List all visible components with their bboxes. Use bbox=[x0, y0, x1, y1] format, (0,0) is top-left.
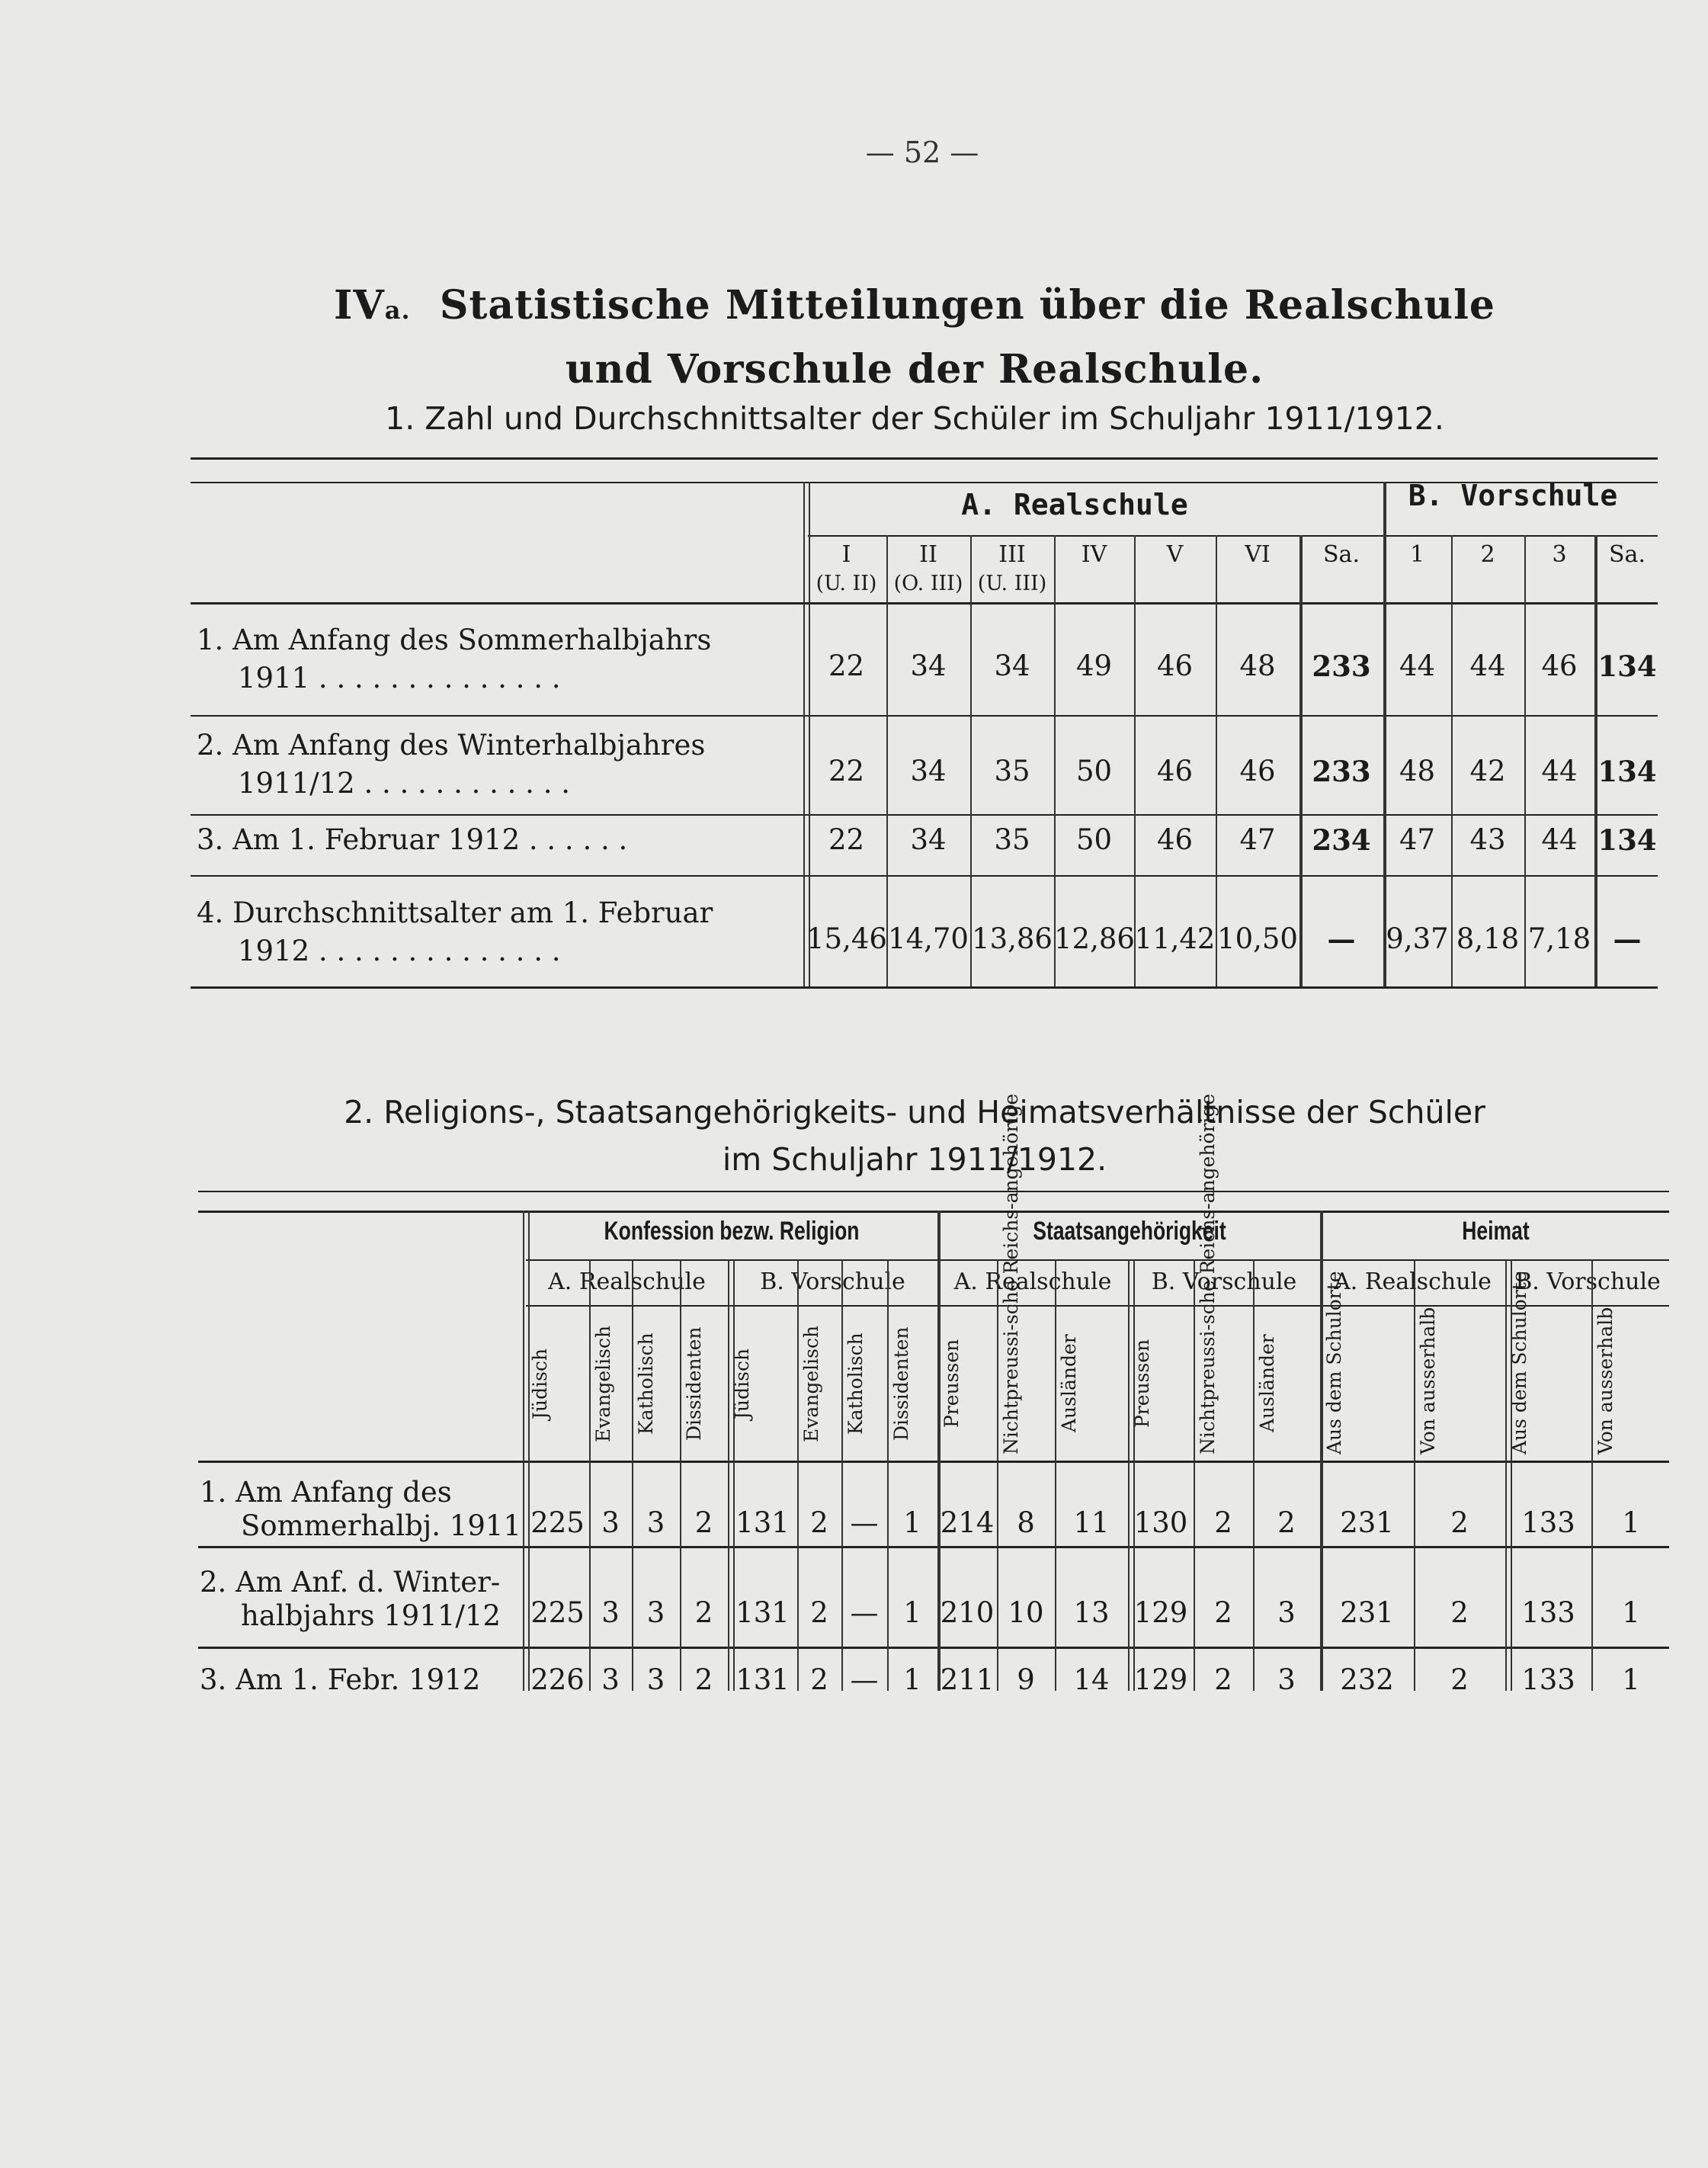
table-cell: 44 bbox=[1469, 649, 1506, 682]
row-label-cont: halbjahrs 1911/12 bbox=[241, 1599, 501, 1632]
table-cell: 13,86 bbox=[972, 922, 1053, 955]
table-cell: 3 bbox=[1277, 1596, 1296, 1629]
table-cell: 34 bbox=[994, 649, 1030, 682]
col-header-12: Preussen bbox=[1131, 1339, 1153, 1429]
table-cell: 2 bbox=[694, 1506, 713, 1539]
section2-heading-line1: 2. Religions-, Staatsangehörigkeits- und Heimatsverhältnisse der Schüler bbox=[344, 1094, 1485, 1131]
table-cell: 13 bbox=[1073, 1596, 1110, 1629]
table-cell: 1 bbox=[903, 1663, 921, 1696]
col-header-14: Ausländer bbox=[1256, 1334, 1278, 1433]
table-cell: 10,50 bbox=[1217, 922, 1298, 955]
table-cell: 47 bbox=[1239, 823, 1276, 856]
col-header-b-3: 3 bbox=[1552, 541, 1567, 568]
table-cell: 22 bbox=[828, 649, 865, 682]
col-sub-a-3: (U. III) bbox=[977, 572, 1047, 595]
table-cell: 2 bbox=[810, 1663, 828, 1696]
section2-heading-line2: im Schuljahr 1911/1912. bbox=[722, 1141, 1107, 1178]
row-label: 1. Am Anfang des Sommerhalbjahrs bbox=[197, 624, 712, 656]
group-heimat-header: Heimat bbox=[1462, 1217, 1530, 1246]
table-cell: 11 bbox=[1073, 1506, 1110, 1539]
col-header-a-2: II bbox=[919, 541, 937, 568]
table-cell: 44 bbox=[1541, 755, 1578, 787]
table-cell: 2 bbox=[694, 1596, 713, 1629]
table-cell: 22 bbox=[828, 755, 865, 787]
table-cell: 133 bbox=[1521, 1596, 1575, 1629]
col-header-9: Preussen bbox=[941, 1339, 963, 1429]
col-header-b-2: 2 bbox=[1480, 541, 1495, 568]
divider bbox=[803, 482, 810, 986]
section1-heading: 1. Zahl und Durchschnittsalter der Schüler im Schuljahr 1911/1912. bbox=[385, 400, 1444, 437]
subgroup-header-4: B. Vorschule bbox=[1151, 1268, 1297, 1295]
table-cell: 48 bbox=[1399, 755, 1436, 787]
table-cell: 49 bbox=[1075, 649, 1113, 682]
table-cell: 46 bbox=[1156, 649, 1194, 682]
table-cell: 3 bbox=[601, 1663, 620, 1696]
table-cell: 129 bbox=[1133, 1596, 1188, 1629]
col-header-8: Dissidenten bbox=[890, 1326, 912, 1441]
table-cell: 8 bbox=[1017, 1506, 1035, 1539]
col-header-18: Von ausserhalb bbox=[1594, 1307, 1617, 1454]
row-label-cont: 1911/12 . . . . . . . . . . . . bbox=[238, 767, 570, 800]
table-cell: 129 bbox=[1133, 1663, 1188, 1696]
divider bbox=[1383, 482, 1386, 986]
title-prefix: IV bbox=[334, 282, 385, 329]
table-cell: 3 bbox=[646, 1596, 665, 1629]
table-cell: 2 bbox=[1450, 1596, 1469, 1629]
table-cell: 11,42 bbox=[1134, 922, 1216, 955]
table-cell: 131 bbox=[735, 1506, 790, 1539]
table-cell: 43 bbox=[1469, 823, 1506, 856]
row-label-cont: Sommerhalbj. 1911 bbox=[241, 1509, 521, 1542]
col-header-4: Dissidenten bbox=[683, 1326, 705, 1441]
table-cell: 42 bbox=[1469, 755, 1506, 787]
subgroup-header-2: B. Vorschule bbox=[760, 1268, 905, 1295]
group-staat-header: Staatsangehörigkeit bbox=[1033, 1217, 1226, 1246]
table-cell: 12,86 bbox=[1054, 922, 1135, 955]
table-cell: 1 bbox=[903, 1596, 921, 1629]
table-cell: 10 bbox=[1008, 1596, 1044, 1629]
table-cell: 34 bbox=[910, 823, 947, 856]
title-line1: Statistische Mitteilungen über die Realschule bbox=[439, 282, 1495, 329]
table-cell: — bbox=[850, 1506, 879, 1539]
table-cell: 130 bbox=[1133, 1506, 1188, 1539]
table-cell: 131 bbox=[735, 1596, 790, 1629]
group-b-header: B. Vorschule bbox=[1408, 479, 1618, 512]
table-cell: 2 bbox=[1214, 1663, 1232, 1696]
subgroup-header-1: A. Realschule bbox=[548, 1268, 706, 1295]
page-number: — 52 — bbox=[865, 136, 979, 169]
table-cell: 226 bbox=[530, 1663, 585, 1696]
table-cell: 46 bbox=[1156, 755, 1194, 787]
subgroup-header-3: A. Realschule bbox=[953, 1268, 1112, 1295]
table-cell: 234 bbox=[1312, 823, 1371, 857]
col-header-7: Katholisch bbox=[844, 1333, 867, 1435]
col-header-a-1: I bbox=[841, 541, 851, 568]
table-cell: 233 bbox=[1312, 755, 1371, 788]
table-cell: 44 bbox=[1399, 649, 1436, 682]
col-header-2: Evangelisch bbox=[592, 1325, 614, 1442]
row-label: 2. Am Anf. d. Winter- bbox=[200, 1566, 501, 1599]
table-cell: 133 bbox=[1521, 1663, 1575, 1696]
col-header-10: Nichtpreussi-sche Reichs-angehörige bbox=[1000, 1093, 1022, 1454]
table-cell: 1 bbox=[1622, 1663, 1640, 1696]
col-header-a-3: III bbox=[998, 541, 1026, 568]
table-cell: 231 bbox=[1340, 1596, 1394, 1629]
col-sub-a-2: (O. III) bbox=[893, 572, 963, 595]
col-header-a-6: VI bbox=[1245, 541, 1271, 568]
table-cell: 2 bbox=[1277, 1506, 1296, 1539]
table-cell: 232 bbox=[1340, 1663, 1394, 1696]
col-header-3: Katholisch bbox=[635, 1333, 657, 1435]
table-cell: 46 bbox=[1239, 755, 1276, 787]
table-cell: 22 bbox=[828, 823, 865, 856]
col-header-a-5: V bbox=[1166, 541, 1184, 568]
col-header-16: Von ausserhalb bbox=[1417, 1307, 1439, 1454]
col-header-1: Jüdisch bbox=[529, 1348, 551, 1419]
title-prefix-sub: a. bbox=[384, 296, 411, 325]
table-cell: 50 bbox=[1075, 823, 1113, 856]
table-cell: 2 bbox=[1214, 1506, 1232, 1539]
table-cell: 15,46 bbox=[806, 922, 887, 955]
row-label: 2. Am Anfang des Winterhalbjahres bbox=[197, 729, 706, 762]
table-cell: 47 bbox=[1399, 823, 1436, 856]
row-label: 1. Am Anfang des bbox=[200, 1476, 452, 1509]
table-cell: 1 bbox=[1622, 1506, 1640, 1539]
title-line2: und Vorschule der Realschule. bbox=[565, 346, 1264, 393]
table-cell: 225 bbox=[530, 1596, 585, 1629]
col-header-a-4: IV bbox=[1081, 541, 1107, 568]
table-cell: 3 bbox=[646, 1663, 665, 1696]
group-konfession-header: Konfession bezw. Religion bbox=[604, 1217, 860, 1246]
group-a-header: A. Realschule bbox=[961, 488, 1188, 521]
subgroup-header-5: A. Realschule bbox=[1334, 1268, 1492, 1295]
table-cell: 46 bbox=[1541, 649, 1578, 682]
table-cell: 2 bbox=[1450, 1663, 1469, 1696]
row-label: 4. Durchschnittsalter am 1. Februar bbox=[197, 896, 713, 929]
table-cell: 14,70 bbox=[888, 922, 969, 955]
table-cell: 34 bbox=[910, 649, 947, 682]
page-title bbox=[229, 276, 1601, 399]
col-header-6: Evangelisch bbox=[800, 1325, 822, 1442]
table-cell: 1 bbox=[903, 1506, 921, 1539]
table-cell: 8,18 bbox=[1456, 922, 1520, 955]
row-label-cont: 1911 . . . . . . . . . . . . . . bbox=[238, 662, 561, 694]
table-cell: 3 bbox=[601, 1506, 620, 1539]
table-cell: 2 bbox=[1450, 1506, 1469, 1539]
table-cell: 3 bbox=[1277, 1663, 1296, 1696]
col-header-b-4: Sa. bbox=[1609, 541, 1646, 568]
col-header-11: Ausländer bbox=[1058, 1334, 1080, 1433]
row-label: 3. Am 1. Februar 1912 . . . . . . bbox=[197, 823, 628, 856]
subgroup-header-6: B. Vorschule bbox=[1515, 1268, 1661, 1295]
table-cell: — bbox=[1327, 922, 1356, 956]
table-cell: 134 bbox=[1597, 649, 1657, 683]
table-cell: 134 bbox=[1597, 755, 1657, 788]
table-cell: 44 bbox=[1541, 823, 1578, 856]
table-cell: 50 bbox=[1075, 755, 1113, 787]
table-cell: 48 bbox=[1239, 649, 1276, 682]
table-cell: 14 bbox=[1073, 1663, 1110, 1696]
table-cell: 2 bbox=[1214, 1596, 1232, 1629]
table-cell: 214 bbox=[940, 1506, 995, 1539]
table-cell: 2 bbox=[694, 1663, 713, 1696]
table-cell: 35 bbox=[994, 823, 1030, 856]
table-cell: 3 bbox=[601, 1596, 620, 1629]
table-cell: 233 bbox=[1312, 649, 1371, 683]
col-header-13: Nichtpreussi-sche Reichs-angehörige bbox=[1197, 1093, 1219, 1454]
table-cell: — bbox=[850, 1596, 879, 1629]
table-cell: 2 bbox=[810, 1596, 828, 1629]
table-cell: 34 bbox=[910, 755, 947, 787]
table-cell: 210 bbox=[940, 1596, 995, 1629]
col-header-17: Aus dem Schulorte bbox=[1508, 1271, 1530, 1454]
col-header-b-1: 1 bbox=[1409, 541, 1425, 568]
table-cell: 46 bbox=[1156, 823, 1194, 856]
col-sub-a-1: (U. II) bbox=[816, 572, 877, 595]
table-cell: 133 bbox=[1521, 1506, 1575, 1539]
row-label-cont: 1912 . . . . . . . . . . . . . . bbox=[238, 935, 561, 967]
table-cell: 211 bbox=[940, 1663, 995, 1696]
col-header-a-7: Sa. bbox=[1323, 541, 1360, 568]
table-cell: 1 bbox=[1622, 1596, 1640, 1629]
table-cell: 9 bbox=[1017, 1663, 1035, 1696]
table-cell: — bbox=[1613, 922, 1642, 956]
table-cell: 225 bbox=[530, 1506, 585, 1539]
col-header-15: Aus dem Schulorte bbox=[1323, 1271, 1345, 1454]
table-cell: 7,18 bbox=[1527, 922, 1591, 955]
row-label: 3. Am 1. Febr. 1912 bbox=[200, 1663, 481, 1696]
table-cell: 2 bbox=[810, 1506, 828, 1539]
table-cell: 9,37 bbox=[1386, 922, 1449, 955]
table-cell: 35 bbox=[994, 755, 1030, 787]
table-cell: — bbox=[850, 1663, 879, 1696]
col-header-5: Jüdisch bbox=[731, 1348, 753, 1419]
table-cell: 131 bbox=[735, 1663, 790, 1696]
table-cell: 3 bbox=[646, 1506, 665, 1539]
table-cell: 231 bbox=[1340, 1506, 1394, 1539]
table-cell: 134 bbox=[1597, 823, 1657, 857]
